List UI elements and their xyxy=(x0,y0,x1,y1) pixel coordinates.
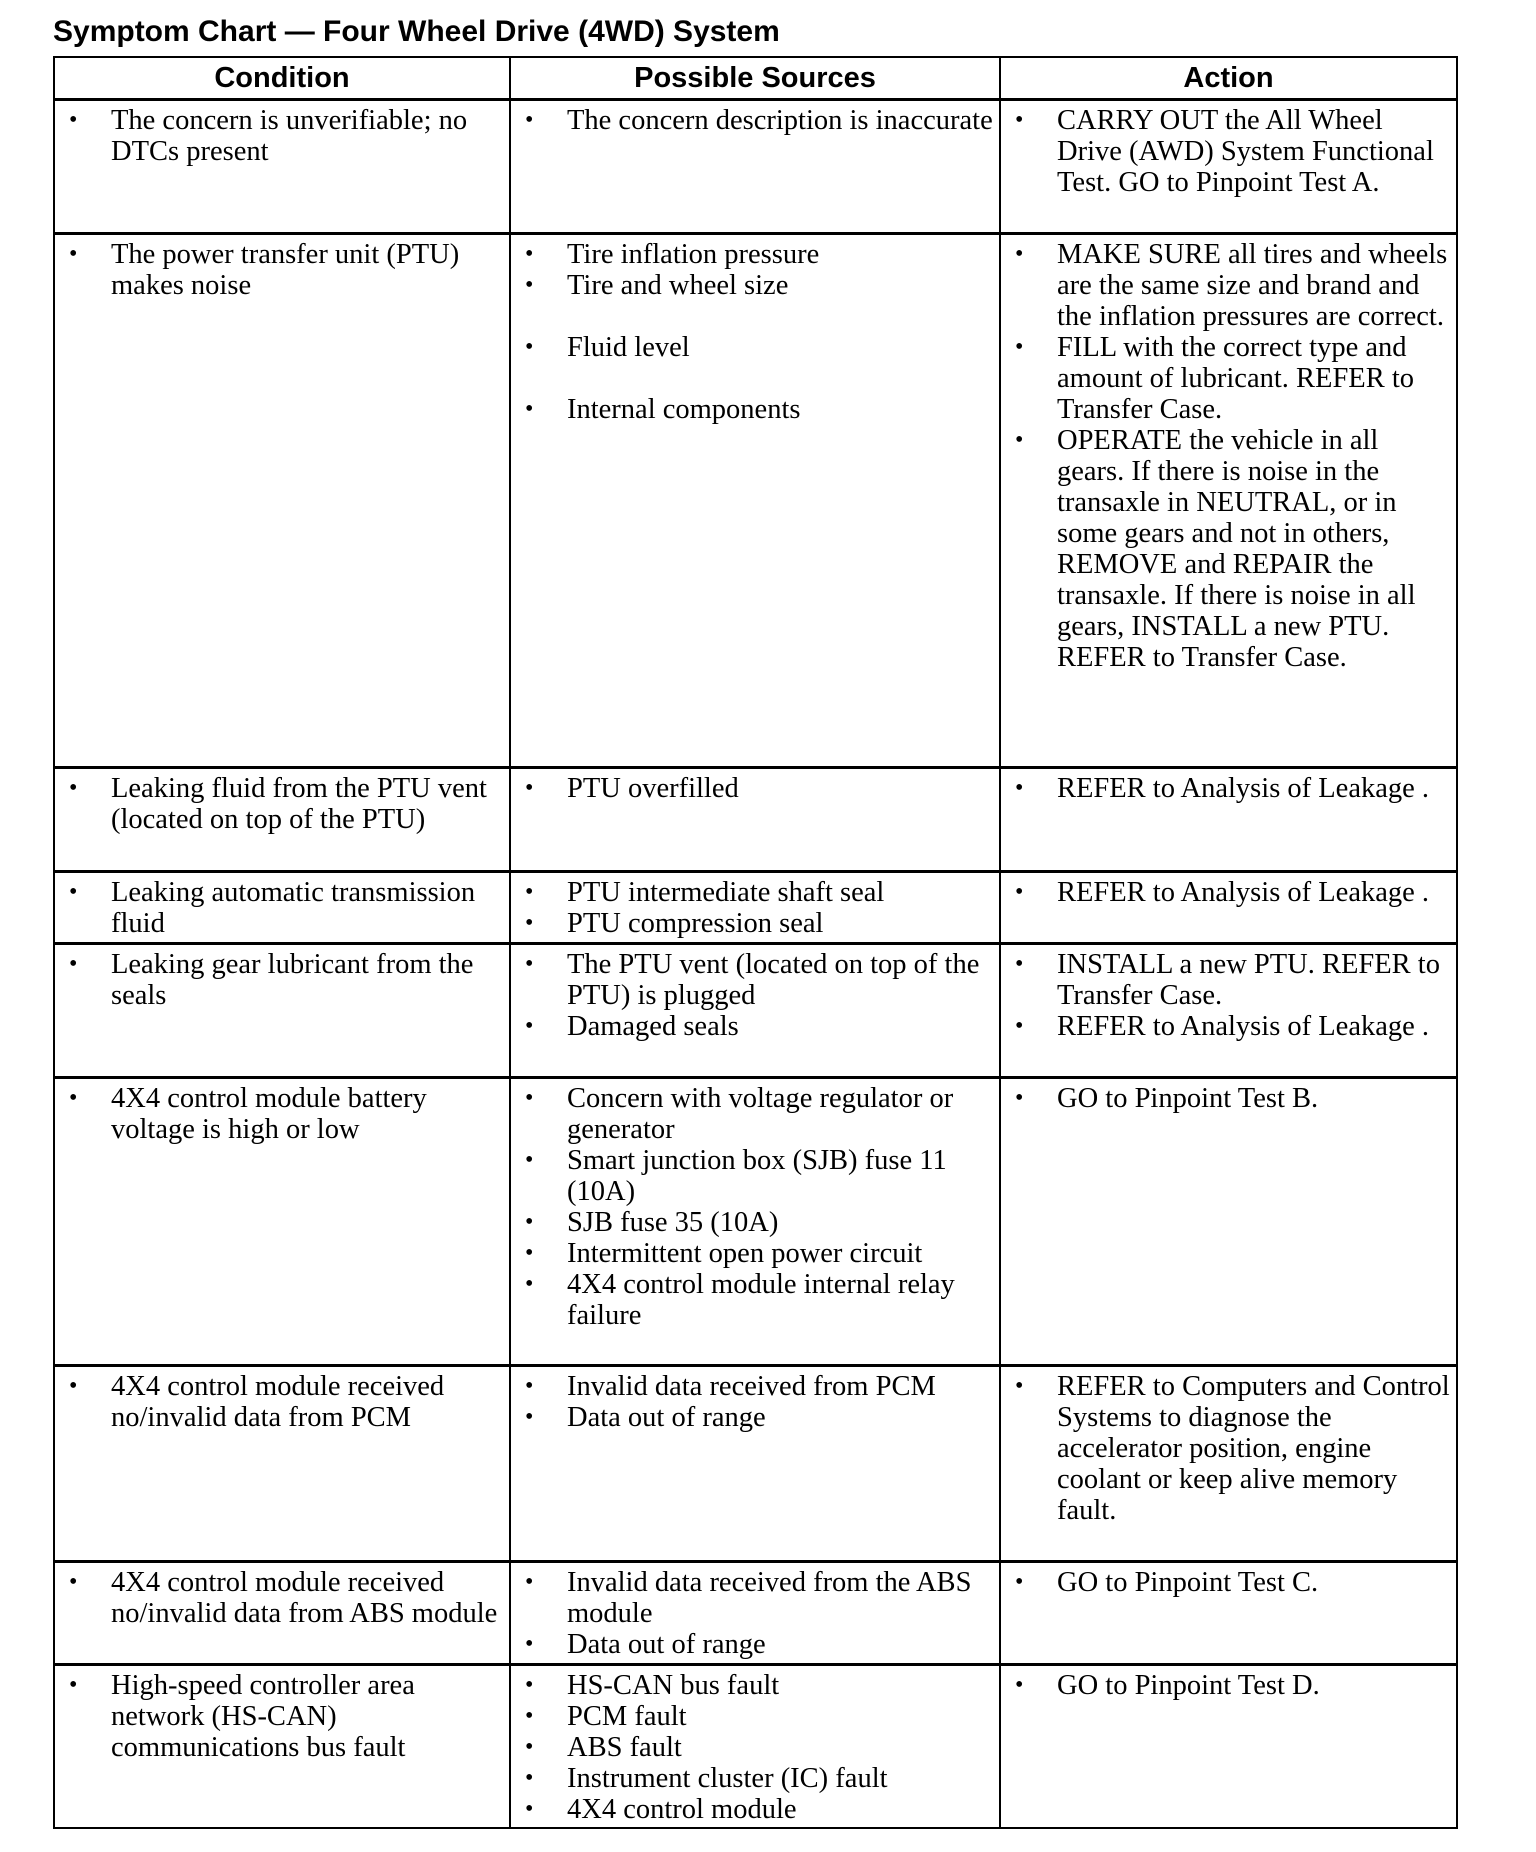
bullet-icon: • xyxy=(69,107,78,133)
table-row xyxy=(54,1562,1457,1665)
sources-cell xyxy=(510,1078,1000,1366)
table-row xyxy=(54,1078,1457,1366)
sources-list xyxy=(511,773,993,804)
action-cell xyxy=(1000,1665,1457,1828)
bullet-icon: • xyxy=(525,396,534,422)
list-item xyxy=(511,105,993,136)
bullet-icon: • xyxy=(525,1672,534,1698)
item-text: Data out of range xyxy=(567,1402,766,1433)
item-text: ABS fault xyxy=(567,1732,682,1763)
sources-cell xyxy=(510,1366,1000,1562)
bullet-icon: • xyxy=(525,272,534,298)
action-cell xyxy=(1000,234,1457,768)
list-item xyxy=(511,1629,993,1660)
item-text: The PTU vent (located on top of the PTU) is plugged xyxy=(567,949,980,1011)
condition-cell xyxy=(54,234,510,768)
item-text: INSTALL a new PTU. REFER to Transfer Case. xyxy=(1057,949,1440,1011)
bullet-icon: • xyxy=(525,1569,534,1595)
item-text: Data out of range xyxy=(567,1629,766,1660)
bullet-icon: • xyxy=(525,1703,534,1729)
bullet-icon: • xyxy=(69,775,78,801)
item-text: Invalid data received from the ABS module xyxy=(567,1567,972,1629)
item-text: Damaged seals xyxy=(567,1011,739,1042)
list-item xyxy=(1001,105,1450,198)
action-cell xyxy=(1000,100,1457,234)
symptom-table xyxy=(53,56,1458,1829)
bullet-icon: • xyxy=(1015,241,1024,267)
action-cell xyxy=(1000,1078,1457,1366)
item-text: 4X4 control module received no/invalid data from ABS module xyxy=(111,1567,498,1629)
list-item xyxy=(511,1207,993,1238)
list-item xyxy=(511,239,993,270)
action-list xyxy=(1001,1371,1450,1526)
bullet-icon: • xyxy=(525,1209,534,1235)
item-text: Instrument cluster (IC) fault xyxy=(567,1763,888,1794)
list-item xyxy=(55,1567,503,1629)
sources-list xyxy=(511,949,993,1042)
bullet-icon: • xyxy=(1015,107,1024,133)
item-text: Tire and wheel size xyxy=(567,270,789,301)
item-text: Leaking gear lubricant from the seals xyxy=(111,949,474,1011)
table-row xyxy=(54,100,1457,234)
item-text: Leaking fluid from the PTU vent (located on top of the PTU) xyxy=(111,773,487,835)
table-row xyxy=(54,1366,1457,1562)
item-text: 4X4 control module internal relay failure xyxy=(567,1269,955,1331)
table-row xyxy=(54,768,1457,872)
list-item xyxy=(1001,1371,1450,1526)
item-text: Tire inflation pressure xyxy=(567,239,820,270)
list-item xyxy=(1001,1011,1450,1042)
item-text: 4X4 control module battery voltage is high or low xyxy=(111,1083,427,1145)
condition-list xyxy=(55,105,503,167)
condition-list xyxy=(55,877,503,939)
action-cell xyxy=(1000,768,1457,872)
bullet-icon: • xyxy=(69,1373,78,1399)
bullet-icon: • xyxy=(525,910,534,936)
list-item xyxy=(1001,1567,1450,1598)
sources-list xyxy=(511,239,993,425)
bullet-icon: • xyxy=(525,775,534,801)
bullet-icon: • xyxy=(525,1373,534,1399)
action-list xyxy=(1001,239,1450,673)
list-item xyxy=(511,1238,993,1269)
list-item xyxy=(511,1567,993,1629)
table-row xyxy=(54,1665,1457,1828)
list-item xyxy=(1001,332,1450,425)
item-text: REFER to Analysis of Leakage . xyxy=(1057,1011,1430,1042)
list-item xyxy=(55,1371,503,1433)
bullet-icon: • xyxy=(69,1569,78,1595)
bullet-icon: • xyxy=(525,1631,534,1657)
condition-cell xyxy=(54,872,510,944)
condition-list xyxy=(55,1083,503,1145)
bullet-icon: • xyxy=(1015,951,1024,977)
bullet-icon: • xyxy=(525,107,534,133)
bullet-icon: • xyxy=(1015,427,1024,453)
item-text: PTU intermediate shaft seal xyxy=(567,877,885,908)
list-item xyxy=(55,877,503,939)
sources-cell xyxy=(510,872,1000,944)
action-list xyxy=(1001,949,1450,1042)
item-text: PTU compression seal xyxy=(567,908,824,939)
condition-list xyxy=(55,949,503,1011)
sources-list xyxy=(511,1371,993,1433)
list-item xyxy=(1001,1670,1450,1701)
bullet-icon: • xyxy=(69,951,78,977)
sources-list xyxy=(511,877,993,939)
list-item xyxy=(511,332,993,363)
condition-cell xyxy=(54,1562,510,1665)
item-text: Invalid data received from PCM xyxy=(567,1371,936,1402)
action-cell xyxy=(1000,944,1457,1078)
condition-list xyxy=(55,239,503,301)
item-text: GO to Pinpoint Test D. xyxy=(1057,1670,1320,1701)
item-text: Smart junction box (SJB) fuse 11 (10A) xyxy=(567,1145,947,1207)
bullet-icon: • xyxy=(69,1085,78,1111)
bullet-icon: • xyxy=(525,1013,534,1039)
list-item xyxy=(55,1083,503,1145)
item-text: 4X4 control module xyxy=(567,1794,797,1825)
bullet-icon: • xyxy=(525,1085,534,1111)
bullet-icon: • xyxy=(1015,775,1024,801)
bullet-icon: • xyxy=(69,879,78,905)
list-item xyxy=(511,270,993,301)
sources-cell xyxy=(510,100,1000,234)
sources-cell xyxy=(510,1562,1000,1665)
action-list xyxy=(1001,773,1450,804)
list-item xyxy=(511,1670,993,1701)
action-cell xyxy=(1000,1562,1457,1665)
action-list xyxy=(1001,1567,1450,1598)
item-text: REFER to Analysis of Leakage . xyxy=(1057,773,1430,804)
sources-list xyxy=(511,105,993,136)
bullet-icon: • xyxy=(525,1765,534,1791)
item-text: FILL with the correct type and amount of lubricant. REFER to Transfer Case. xyxy=(1057,332,1415,425)
item-text: PCM fault xyxy=(567,1701,687,1732)
item-text: Fluid level xyxy=(567,332,690,363)
list-item xyxy=(55,239,503,301)
bullet-icon: • xyxy=(525,1240,534,1266)
condition-cell xyxy=(54,1078,510,1366)
action-list xyxy=(1001,1083,1450,1114)
bullet-icon: • xyxy=(1015,1569,1024,1595)
action-list xyxy=(1001,877,1450,908)
item-text: MAKE SURE all tires and wheels are the same size and brand and the inflation pressures are correct. xyxy=(1057,239,1448,332)
bullet-icon: • xyxy=(1015,334,1024,360)
bullet-icon: • xyxy=(525,334,534,360)
sources-list xyxy=(511,1083,993,1331)
bullet-icon: • xyxy=(69,1672,78,1698)
bullet-icon: • xyxy=(525,1796,534,1822)
bullet-icon: • xyxy=(525,241,534,267)
condition-list xyxy=(55,773,503,835)
item-text: SJB fuse 35 (10A) xyxy=(567,1207,779,1238)
condition-cell xyxy=(54,944,510,1078)
condition-list xyxy=(55,1371,503,1433)
bullet-icon: • xyxy=(1015,1672,1024,1698)
list-item xyxy=(55,949,503,1011)
list-item xyxy=(511,1371,993,1402)
condition-cell xyxy=(54,768,510,872)
sources-cell xyxy=(510,944,1000,1078)
list-item xyxy=(1001,877,1450,908)
bullet-icon: • xyxy=(525,951,534,977)
bullet-icon: • xyxy=(525,1734,534,1760)
symptom-chart-document xyxy=(53,14,1456,1829)
header-possible-sources: Possible Sources xyxy=(510,57,1000,100)
list-item xyxy=(55,773,503,835)
list-item xyxy=(511,1145,993,1207)
sources-list xyxy=(511,1567,993,1660)
list-item xyxy=(511,908,993,939)
table-row xyxy=(54,234,1457,768)
condition-list xyxy=(55,1567,503,1629)
page-title: Symptom Chart — Four Wheel Drive (4WD) System xyxy=(53,15,780,48)
item-text: Intermittent open power circuit xyxy=(567,1238,923,1269)
action-cell xyxy=(1000,1366,1457,1562)
item-text: 4X4 control module received no/invalid data from PCM xyxy=(111,1371,445,1433)
header-action: Action xyxy=(1000,57,1457,100)
item-text: GO to Pinpoint Test C. xyxy=(1057,1567,1319,1598)
list-item xyxy=(1001,425,1450,673)
item-text: OPERATE the vehicle in all gears. If there is noise in the transaxle in NEUTRAL, or in some gears and not in others, REMOVE and REPAIR the transaxle. If there is noise in all gears, INSTALL a new PTU. REFER to Transfer Case. xyxy=(1057,425,1416,673)
condition-cell xyxy=(54,1366,510,1562)
sources-list xyxy=(511,1670,993,1825)
table-row xyxy=(54,944,1457,1078)
bullet-icon: • xyxy=(1015,879,1024,905)
list-item xyxy=(511,1794,993,1825)
action-list xyxy=(1001,105,1450,198)
item-text: REFER to Analysis of Leakage . xyxy=(1057,877,1430,908)
action-cell xyxy=(1000,872,1457,944)
bullet-icon: • xyxy=(69,241,78,267)
condition-cell xyxy=(54,1665,510,1828)
sources-cell xyxy=(510,768,1000,872)
bullet-icon: • xyxy=(1015,1373,1024,1399)
condition-cell xyxy=(54,100,510,234)
list-item xyxy=(1001,949,1450,1011)
list-item xyxy=(511,773,993,804)
list-item xyxy=(511,1732,993,1763)
list-item xyxy=(511,877,993,908)
item-text: CARRY OUT the All Wheel Drive (AWD) System Functional Test. GO to Pinpoint Test A. xyxy=(1057,105,1434,198)
item-text: HS-CAN bus fault xyxy=(567,1670,780,1701)
list-item xyxy=(511,1083,993,1145)
bullet-icon: • xyxy=(525,879,534,905)
item-text: Concern with voltage regulator or generator xyxy=(567,1083,954,1145)
table-header-row xyxy=(54,57,1457,100)
list-item xyxy=(511,394,993,425)
item-text: Internal components xyxy=(567,394,801,425)
list-item xyxy=(511,1402,993,1433)
item-text: GO to Pinpoint Test B. xyxy=(1057,1083,1319,1114)
table-row xyxy=(54,872,1457,944)
list-item xyxy=(511,949,993,1011)
bullet-icon: • xyxy=(1015,1085,1024,1111)
item-text: Leaking automatic transmission fluid xyxy=(111,877,476,939)
list-item xyxy=(511,1011,993,1042)
list-item xyxy=(1001,1083,1450,1114)
list-item xyxy=(511,1763,993,1794)
action-list xyxy=(1001,1670,1450,1701)
item-text: The concern is unverifiable; no DTCs present xyxy=(111,105,468,167)
list-item xyxy=(55,1670,503,1763)
list-item xyxy=(511,1701,993,1732)
list-item xyxy=(55,105,503,167)
item-text: High-speed controller area network (HS-CAN) communications bus fault xyxy=(111,1670,415,1763)
bullet-icon: • xyxy=(525,1147,534,1173)
condition-list xyxy=(55,1670,503,1763)
bullet-icon: • xyxy=(525,1271,534,1297)
bullet-icon: • xyxy=(1015,1013,1024,1039)
item-text: The concern description is inaccurate xyxy=(567,105,993,136)
list-item xyxy=(1001,239,1450,332)
sources-cell xyxy=(510,1665,1000,1828)
sources-cell xyxy=(510,234,1000,768)
header-condition: Condition xyxy=(54,57,510,100)
item-text: REFER to Computers and Control Systems to diagnose the accelerator position, engine coolant or keep alive memory fault. xyxy=(1057,1371,1450,1526)
list-item xyxy=(1001,773,1450,804)
list-item xyxy=(511,1269,993,1331)
item-text: The power transfer unit (PTU) makes noise xyxy=(111,239,460,301)
bullet-icon: • xyxy=(525,1404,534,1430)
item-text: PTU overfilled xyxy=(567,773,739,804)
